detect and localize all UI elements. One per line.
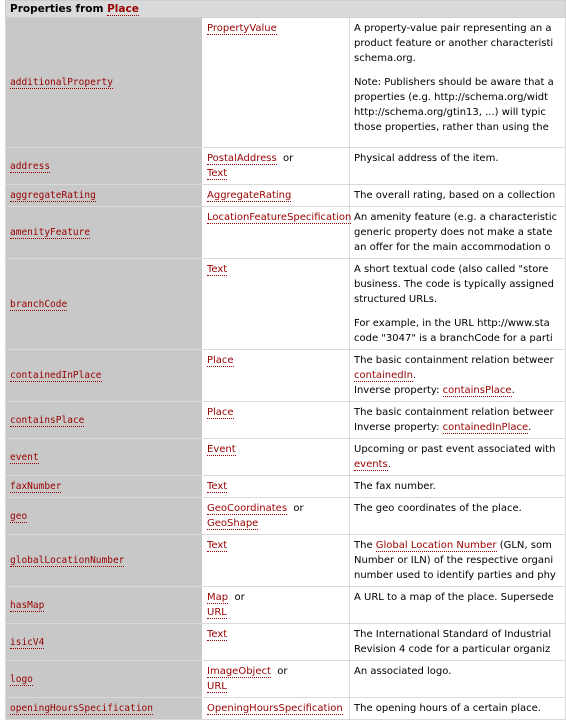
- table-row: [6, 535, 566, 587]
- type-link[interactable]: Text: [207, 264, 228, 275]
- description-cell: [350, 661, 566, 698]
- property-cell: [6, 439, 203, 476]
- type-cell: [203, 661, 350, 698]
- property-cell: [6, 498, 203, 535]
- description-line: http://schema.org/gtin13, ...) will typic: [354, 107, 546, 118]
- type-cell: [203, 476, 350, 498]
- property-link[interactable]: hasMap: [10, 599, 45, 611]
- type-link[interactable]: Text: [207, 629, 228, 640]
- related-property-link[interactable]: events: [354, 459, 388, 470]
- inverse-label: Inverse property:: [354, 422, 443, 433]
- description-cell: [350, 350, 566, 402]
- period-text: .: [528, 422, 532, 433]
- description-line: The basic containment relation betweer: [354, 355, 554, 366]
- property-link[interactable]: isicV4: [10, 636, 45, 648]
- property-cell: [6, 624, 203, 661]
- property-link[interactable]: additionalProperty: [10, 77, 113, 88]
- section-header: [6, 1, 566, 18]
- property-link[interactable]: branchCode: [10, 298, 68, 310]
- description-text: The: [354, 540, 376, 551]
- description-paragraph: [354, 151, 561, 166]
- description-paragraph: [354, 210, 561, 255]
- description-line: product feature or another characteristi: [354, 38, 554, 49]
- description-line: The opening hours of a certain place.: [354, 703, 541, 714]
- table-row: [6, 498, 566, 535]
- description-paragraph: [354, 188, 561, 203]
- type-link[interactable]: AggregateRating: [207, 190, 292, 201]
- type-cell: [203, 535, 350, 587]
- type-cell: [203, 148, 350, 185]
- property-cell: [6, 207, 203, 259]
- type-link[interactable]: Text: [207, 540, 228, 551]
- description-line: Revision 4 code for a particular organiz: [354, 644, 551, 655]
- or-text: or: [228, 592, 245, 603]
- property-cell: [6, 259, 203, 350]
- type-link[interactable]: URL: [207, 681, 227, 692]
- property-cell: [6, 587, 203, 624]
- property-link[interactable]: containedInPlace: [10, 370, 102, 381]
- type-link[interactable]: ImageObject: [207, 666, 271, 677]
- type-link[interactable]: LocationFeatureSpecification: [207, 212, 352, 223]
- description-line: The overall rating, based on a collection: [354, 190, 556, 201]
- inverse-label: Inverse property:: [354, 385, 443, 396]
- property-cell: [6, 698, 203, 720]
- or-text: or: [270, 666, 288, 677]
- property-link[interactable]: amenityFeature: [10, 227, 91, 238]
- type-cell: [203, 698, 350, 720]
- period-text: .: [387, 459, 391, 470]
- description-cell: [350, 259, 566, 350]
- property-cell: [6, 476, 203, 498]
- type-cell: [203, 402, 350, 439]
- description-cell: [350, 402, 566, 439]
- description-line: An amenity feature (e.g. a characteristic: [354, 212, 558, 223]
- property-link[interactable]: openingHoursSpecification: [10, 703, 153, 714]
- description-cell: [350, 148, 566, 185]
- property-link[interactable]: logo: [10, 673, 33, 685]
- description-line: an offer for the main accommodation o: [354, 242, 551, 253]
- properties-table: [5, 0, 566, 720]
- description-paragraph: [354, 316, 561, 346]
- property-link[interactable]: containsPlace: [10, 414, 85, 426]
- description-paragraph: [354, 501, 561, 516]
- property-cell: [6, 18, 203, 148]
- type-cell: [203, 18, 350, 148]
- type-link[interactable]: Map: [207, 592, 229, 603]
- description-line: Note: Publishers should be aware that a: [354, 77, 554, 88]
- description-paragraph: [354, 664, 561, 679]
- description-text: (GLN, som: [496, 540, 552, 551]
- type-cell: [203, 439, 350, 476]
- description-cell: [350, 18, 566, 148]
- table-row: [6, 439, 566, 476]
- table-row: [6, 259, 566, 350]
- property-link[interactable]: faxNumber: [10, 481, 62, 492]
- description-paragraph: [354, 590, 561, 605]
- description-line: A property-value pair representing an a: [354, 23, 552, 34]
- description-line: Number or ILN) of the respective organi: [354, 555, 554, 566]
- description-paragraph: [354, 538, 561, 583]
- type-link[interactable]: Text: [207, 481, 228, 492]
- period-text: .: [511, 385, 515, 396]
- description-paragraph: [354, 701, 561, 716]
- type-link[interactable]: PropertyValue: [207, 23, 277, 34]
- gln-link[interactable]: Global Location Number: [375, 540, 497, 551]
- description-cell: [350, 587, 566, 624]
- description-line: A short textual code (also called "store: [354, 264, 549, 275]
- description-line: The basic containment relation betweer: [354, 407, 554, 418]
- table-row: [6, 661, 566, 698]
- property-cell: [6, 661, 203, 698]
- type-link[interactable]: Text: [207, 168, 228, 179]
- description-line: The geo coordinates of the place.: [354, 503, 522, 514]
- table-row: [6, 402, 566, 439]
- type-link[interactable]: OpeningHoursSpecification: [207, 703, 343, 714]
- description-paragraph: [354, 405, 561, 435]
- section-header-row: [6, 1, 566, 18]
- table-row: [6, 148, 566, 185]
- description-cell: [350, 476, 566, 498]
- description-paragraph: [354, 353, 561, 398]
- description-cell: [350, 498, 566, 535]
- type-link[interactable]: PostalAddress: [207, 153, 277, 164]
- description-line: Physical address of the item.: [354, 153, 499, 164]
- table-row: [6, 476, 566, 498]
- table-row: [6, 185, 566, 207]
- type-link[interactable]: URL: [207, 607, 227, 618]
- type-cell: [203, 498, 350, 535]
- description-paragraph: [354, 442, 561, 472]
- description-line: schema.org.: [354, 53, 416, 64]
- description-line: An associated logo.: [354, 666, 452, 677]
- property-link[interactable]: globalLocationNumber: [10, 555, 125, 566]
- inverse-property-link[interactable]: containsPlace: [442, 385, 512, 396]
- type-link[interactable]: Event: [207, 444, 236, 455]
- description-line: generic property does not make a state: [354, 227, 553, 238]
- property-cell: [6, 535, 203, 587]
- or-text: or: [287, 503, 304, 514]
- type-link[interactable]: GeoCoordinates: [207, 503, 288, 514]
- property-link[interactable]: geo: [10, 510, 28, 522]
- property-cell: [6, 350, 203, 402]
- or-text: or: [276, 153, 294, 164]
- description-cell: [350, 698, 566, 720]
- description-line: The fax number.: [354, 481, 436, 492]
- description-line: The International Standard of Industrial: [354, 629, 552, 640]
- type-cell: [203, 587, 350, 624]
- description-paragraph: [354, 75, 561, 135]
- description-cell: [350, 185, 566, 207]
- description-paragraph: [354, 627, 561, 657]
- type-link[interactable]: Place: [207, 407, 234, 418]
- description-line: structured URLs.: [354, 294, 438, 305]
- table-row: [6, 587, 566, 624]
- description-line: Upcoming or past event associated with: [354, 444, 556, 455]
- related-property-link[interactable]: containedIn: [354, 370, 413, 381]
- property-cell: [6, 402, 203, 439]
- table-row: [6, 350, 566, 402]
- description-cell: [350, 439, 566, 476]
- description-paragraph: [354, 479, 561, 494]
- type-cell: [203, 624, 350, 661]
- description-cell: [350, 535, 566, 587]
- description-paragraph: [354, 21, 561, 66]
- table-row: [6, 207, 566, 259]
- description-line: properties (e.g. http://schema.org/widt: [354, 92, 549, 103]
- type-cell: [203, 259, 350, 350]
- period-text: .: [412, 370, 417, 381]
- description-line: For example, in the URL http://www.sta: [354, 318, 550, 329]
- property-link[interactable]: event: [10, 451, 39, 463]
- description-line: code "3047" is a branchCode for a parti: [354, 333, 553, 344]
- type-link[interactable]: Place: [207, 355, 234, 366]
- inverse-property-link[interactable]: containedInPlace: [442, 422, 529, 433]
- type-link[interactable]: GeoShape: [207, 518, 259, 529]
- section-type-link[interactable]: Place: [107, 3, 139, 15]
- table-row: [6, 624, 566, 661]
- description-line: number used to identify parties and phy: [354, 570, 556, 581]
- type-cell: [203, 350, 350, 402]
- section-prefix: Properties from: [10, 3, 108, 15]
- type-cell: [203, 185, 350, 207]
- property-link[interactable]: aggregateRating: [10, 190, 96, 201]
- description-line: A URL to a map of the place. Supersede: [354, 592, 554, 603]
- property-link[interactable]: address: [10, 160, 51, 172]
- type-cell: [203, 207, 350, 259]
- property-cell: [6, 185, 203, 207]
- description-cell: [350, 207, 566, 259]
- description-line: business. The code is typically assigned: [354, 279, 554, 290]
- description-cell: [350, 624, 566, 661]
- table-row: [6, 698, 566, 720]
- description-paragraph: [354, 262, 561, 307]
- property-cell: [6, 148, 203, 185]
- description-line: those properties, rather than using the: [354, 122, 549, 133]
- table-row: [6, 18, 566, 148]
